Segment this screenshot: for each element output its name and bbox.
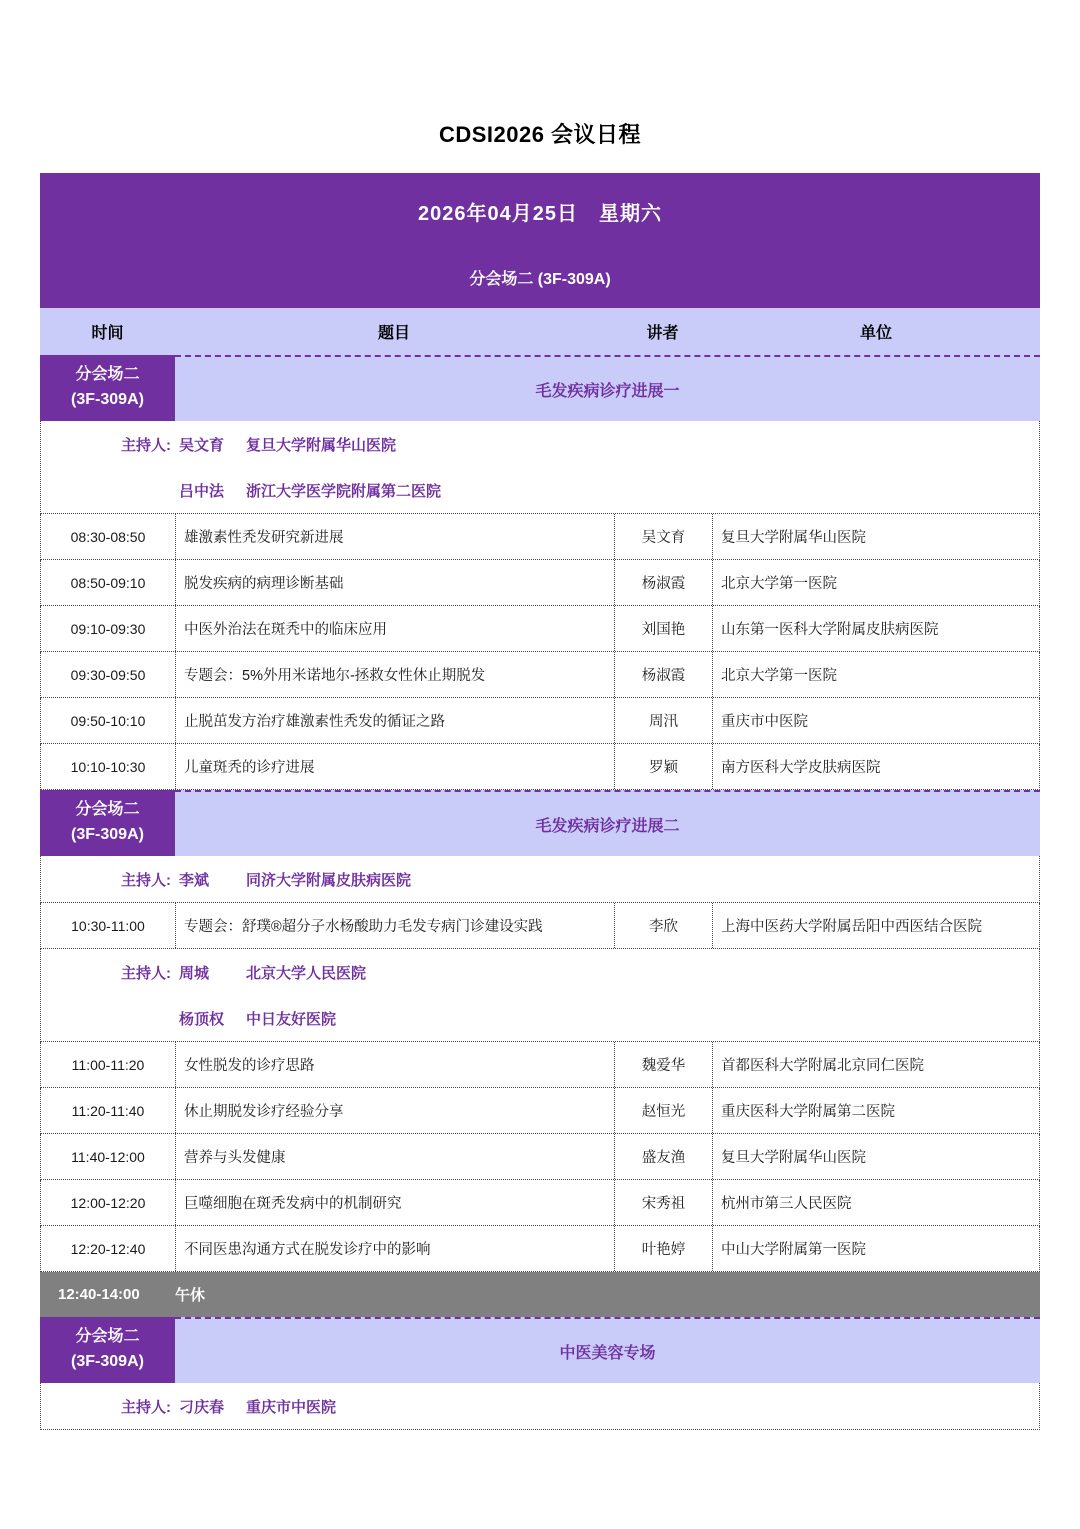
talk-topic: 专题会：舒璞®超分子水杨酸助力毛发专病门诊建设实践 <box>184 919 543 935</box>
talk-speaker: 吴文育 <box>614 514 713 559</box>
talk-topic: 脱发疾病的病理诊断基础 <box>184 576 344 592</box>
moderator-label: 主持人: <box>121 964 171 982</box>
talk-speaker: 李欣 <box>614 903 713 948</box>
room-code: (3F-309A) <box>71 1353 144 1370</box>
column-header-org: 单位 <box>859 325 892 342</box>
session-header-row <box>40 355 1040 421</box>
talk-time: 08:30-08:50 <box>41 514 176 559</box>
moderator-line <box>41 467 1039 513</box>
talk-row <box>40 1042 1040 1088</box>
talk-org: 重庆市中医院 <box>721 714 808 730</box>
moderator-line <box>41 421 1039 467</box>
moderator-line <box>41 995 1039 1041</box>
talk-topic: 专题会：5%外用米诺地尔-拯救女性休止期脱发 <box>184 668 486 684</box>
talk-time: 10:30-11:00 <box>41 903 176 948</box>
moderator-org: 北京大学人民医院 <box>246 964 367 982</box>
moderator-label: 主持人: <box>121 1398 171 1416</box>
page-title: CDSI2026 会议日程 <box>438 122 642 147</box>
talk-time: 11:00-11:20 <box>41 1042 176 1087</box>
talk-row <box>40 1180 1040 1226</box>
moderator-line <box>41 1383 1039 1429</box>
session-title: 毛发疾病诊疗进展二 <box>175 790 1040 856</box>
room-cell <box>40 1317 175 1383</box>
talk-time: 08:50-09:10 <box>41 560 176 605</box>
moderator-org: 重庆市中医院 <box>246 1398 337 1416</box>
lunch-break-row <box>40 1272 1040 1317</box>
talk-row <box>40 652 1040 698</box>
talk-time: 12:20-12:40 <box>41 1226 176 1271</box>
moderator-line <box>41 856 1039 902</box>
date-banner <box>40 173 1040 308</box>
column-header-topic: 题目 <box>377 325 410 342</box>
room-name: 分会场二 <box>75 801 140 819</box>
room-name: 分会场二 <box>75 366 140 384</box>
talk-org: 上海中医药大学附属岳阳中西医结合医院 <box>721 919 982 935</box>
moderator-name: 李斌 <box>179 871 210 889</box>
talk-row <box>40 514 1040 560</box>
talk-topic: 不同医患沟通方式在脱发诊疗中的影响 <box>184 1242 431 1258</box>
column-header-speaker: 讲者 <box>646 325 679 342</box>
talk-topic: 休止期脱发诊疗经验分享 <box>184 1104 344 1120</box>
talk-speaker: 魏爱华 <box>614 1042 713 1087</box>
moderator-name: 刁庆春 <box>179 1398 225 1416</box>
session-title: 中医美容专场 <box>175 1317 1040 1383</box>
talk-speaker: 叶艳婷 <box>614 1226 713 1271</box>
talk-org: 中山大学附属第一医院 <box>721 1242 866 1258</box>
moderators-row <box>40 856 1040 903</box>
talk-topic: 女性脱发的诊疗思路 <box>184 1058 315 1074</box>
room-code: (3F-309A) <box>71 391 144 408</box>
talk-topic: 止脱茁发方治疗雄激素性秃发的循证之路 <box>184 714 445 730</box>
talk-time: 09:10-09:30 <box>41 606 176 651</box>
column-header-row <box>40 308 1040 355</box>
talk-topic: 中医外治法在斑秃中的临床应用 <box>184 622 387 638</box>
talk-org: 复旦大学附属华山医院 <box>721 1150 866 1166</box>
talk-topic: 营养与头发健康 <box>184 1150 286 1166</box>
talk-time: 09:30-09:50 <box>41 652 176 697</box>
talk-time: 10:10-10:30 <box>41 744 176 789</box>
talk-time: 11:20-11:40 <box>41 1088 176 1133</box>
talk-org: 山东第一医科大学附属皮肤病医院 <box>721 622 939 638</box>
talk-org: 重庆医科大学附属第二医院 <box>721 1104 895 1120</box>
talk-row <box>40 1088 1040 1134</box>
moderator-label: 主持人: <box>121 871 171 889</box>
moderators-row <box>40 949 1040 1042</box>
talk-row <box>40 560 1040 606</box>
talk-row <box>40 1134 1040 1180</box>
break-time: 12:40-14:00 <box>58 1286 140 1303</box>
room-cell <box>40 355 175 421</box>
talk-org: 杭州市第三人民医院 <box>721 1196 852 1212</box>
session-header-row <box>40 1317 1040 1383</box>
moderator-org: 浙江大学医学院附属第二医院 <box>246 482 442 500</box>
moderator-name: 吕中法 <box>179 482 225 500</box>
schedule-table <box>40 173 1040 1430</box>
talk-time: 09:50-10:10 <box>41 698 176 743</box>
talk-topic: 儿童斑秃的诊疗进展 <box>184 760 315 776</box>
moderator-name: 吴文育 <box>179 436 225 454</box>
moderator-org: 中日友好医院 <box>246 1010 337 1028</box>
moderator-org: 复旦大学附属华山医院 <box>246 436 397 454</box>
talk-org: 南方医科大学皮肤病医院 <box>721 760 881 776</box>
banner-date: 2026年04月25日 星期六 <box>418 203 662 225</box>
talk-org: 复旦大学附属华山医院 <box>721 530 866 546</box>
talk-topic: 雄激素性秃发研究新进展 <box>184 530 344 546</box>
room-cell <box>40 790 175 856</box>
talk-speaker: 杨淑霞 <box>614 652 713 697</box>
moderators-row <box>40 1383 1040 1430</box>
talk-row <box>40 698 1040 744</box>
moderator-org: 同济大学附属皮肤病医院 <box>246 871 412 889</box>
talk-org: 首都医科大学附属北京同仁医院 <box>721 1058 924 1074</box>
session-header-row <box>40 790 1040 856</box>
break-label: 午休 <box>175 1287 206 1304</box>
talk-speaker: 盛友渔 <box>614 1134 713 1179</box>
talk-row <box>40 606 1040 652</box>
talk-org: 北京大学第一医院 <box>721 576 837 592</box>
moderator-name: 周城 <box>179 964 210 982</box>
talk-topic: 巨噬细胞在斑秃发病中的机制研究 <box>184 1196 402 1212</box>
room-code: (3F-309A) <box>71 826 144 843</box>
room-name: 分会场二 <box>75 1328 140 1346</box>
moderator-line <box>41 949 1039 995</box>
session-title: 毛发疾病诊疗进展一 <box>175 355 1040 421</box>
moderator-label: 主持人: <box>121 436 171 454</box>
column-header-time: 时间 <box>91 325 124 342</box>
talk-row <box>40 744 1040 790</box>
talk-org: 北京大学第一医院 <box>721 668 837 684</box>
banner-venue: 分会场二 (3F-309A) <box>469 271 611 288</box>
talk-speaker: 周汛 <box>614 698 713 743</box>
talk-time: 11:40-12:00 <box>41 1134 176 1179</box>
talk-time: 12:00-12:20 <box>41 1180 176 1225</box>
talk-speaker: 杨淑霞 <box>614 560 713 605</box>
moderator-name: 杨顶权 <box>179 1010 225 1028</box>
talk-row <box>40 903 1040 949</box>
talk-speaker: 刘国艳 <box>614 606 713 651</box>
talk-speaker: 宋秀祖 <box>614 1180 713 1225</box>
talk-speaker: 罗颖 <box>614 744 713 789</box>
talk-speaker: 赵恒光 <box>614 1088 713 1133</box>
talk-row <box>40 1226 1040 1272</box>
moderators-row <box>40 421 1040 514</box>
